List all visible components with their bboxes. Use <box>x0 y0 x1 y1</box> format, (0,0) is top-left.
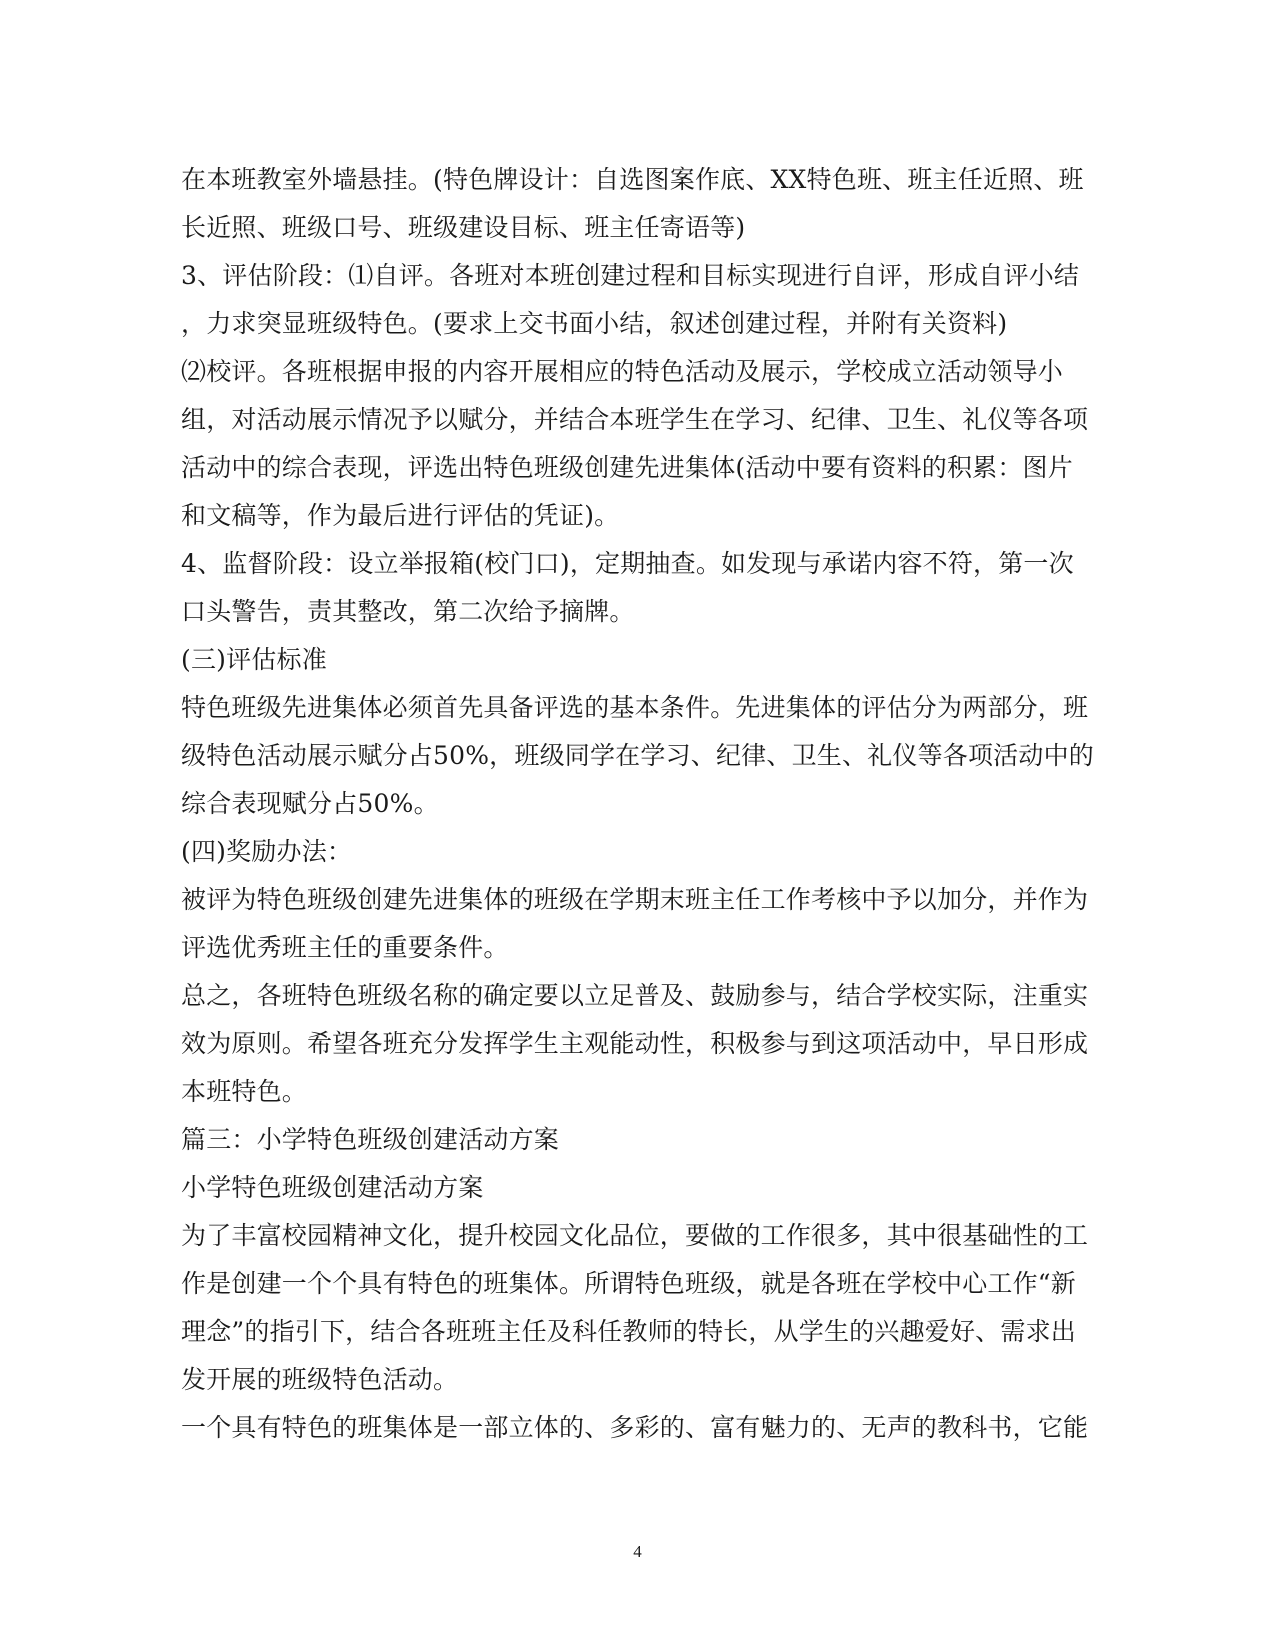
text-line: 理念”的指引下，结合各班班主任及科任教师的特长，从学生的兴趣爱好、需求出 <box>181 1317 1076 1346</box>
document-title: 小学特色班级创建活动方案 <box>181 1173 484 1202</box>
text-line: 3、评估阶段：⑴自评。各班对本班创建过程和目标实现进行自评，形成自评小结 <box>181 261 1080 290</box>
text-line: 被评为特色班级创建先进集体的班级在学期末班主任工作考核中予以加分，并作为 <box>181 885 1089 914</box>
text-line: 总之，各班特色班级名称的确定要以立足普及、鼓励参与，结合学校实际，注重实 <box>181 981 1089 1010</box>
text-line: 为了丰富校园精神文化，提升校园文化品位，要做的工作很多，其中很基础性的工 <box>181 1221 1089 1250</box>
section-heading: (四)奖励办法： <box>181 837 353 866</box>
text-line: ⑵校评。各班根据申报的内容开展相应的特色活动及展示，学校成立活动领导小 <box>181 357 1064 386</box>
text-line: 级特色活动展示赋分占50%，班级同学在学习、纪律、卫生、礼仪等各项活动中的 <box>181 741 1094 770</box>
text-line: 评选优秀班主任的重要条件。 <box>181 933 509 962</box>
text-line: 活动中的综合表现，评选出特色班级创建先进集体(活动中要有资料的积累：图片 <box>181 453 1073 482</box>
text-line: 综合表现赋分占50%。 <box>181 789 439 818</box>
document-body <box>181 156 1094 1452</box>
text-line: 发开展的班级特色活动。 <box>181 1365 459 1394</box>
text-line: 长近照、班级口号、班级建设目标、班主任寄语等) <box>181 213 746 242</box>
text-line: 一个具有特色的班集体是一部立体的、多彩的、富有魅力的、无声的教科书，它能 <box>181 1413 1089 1442</box>
text-line: 4、监督阶段：设立举报箱(校门口)，定期抽查。如发现与承诺内容不符，第一次 <box>181 549 1074 578</box>
text-line: 在本班教室外墙悬挂。(特色牌设计：自选图案作底、XX特色班、班主任近照、班 <box>181 165 1084 194</box>
text-line: 特色班级先进集体必须首先具备评选的基本条件。先进集体的评估分为两部分，班 <box>181 693 1089 722</box>
text-line: 口头警告，责其整改，第二次给予摘牌。 <box>181 597 635 626</box>
text-line: 和文稿等，作为最后进行评估的凭证)。 <box>181 501 620 530</box>
page-number: 4 <box>633 1542 642 1561</box>
text-line: 组，对活动展示情况予以赋分，并结合本班学生在学习、纪律、卫生、礼仪等各项 <box>181 405 1089 434</box>
text-line: 本班特色。 <box>181 1077 308 1106</box>
section-heading: 篇三：小学特色班级创建活动方案 <box>181 1125 560 1154</box>
text-line: ，力求突显班级特色。(要求上交书面小结，叙述创建过程，并附有关资料) <box>181 309 1008 338</box>
section-heading: (三)评估标准 <box>181 645 327 674</box>
text-line: 作是创建一个个具有特色的班集体。所谓特色班级，就是各班在学校中心工作“新 <box>181 1269 1076 1298</box>
text-line: 效为原则。希望各班充分发挥学生主观能动性，积极参与到这项活动中，早日形成 <box>181 1029 1089 1058</box>
